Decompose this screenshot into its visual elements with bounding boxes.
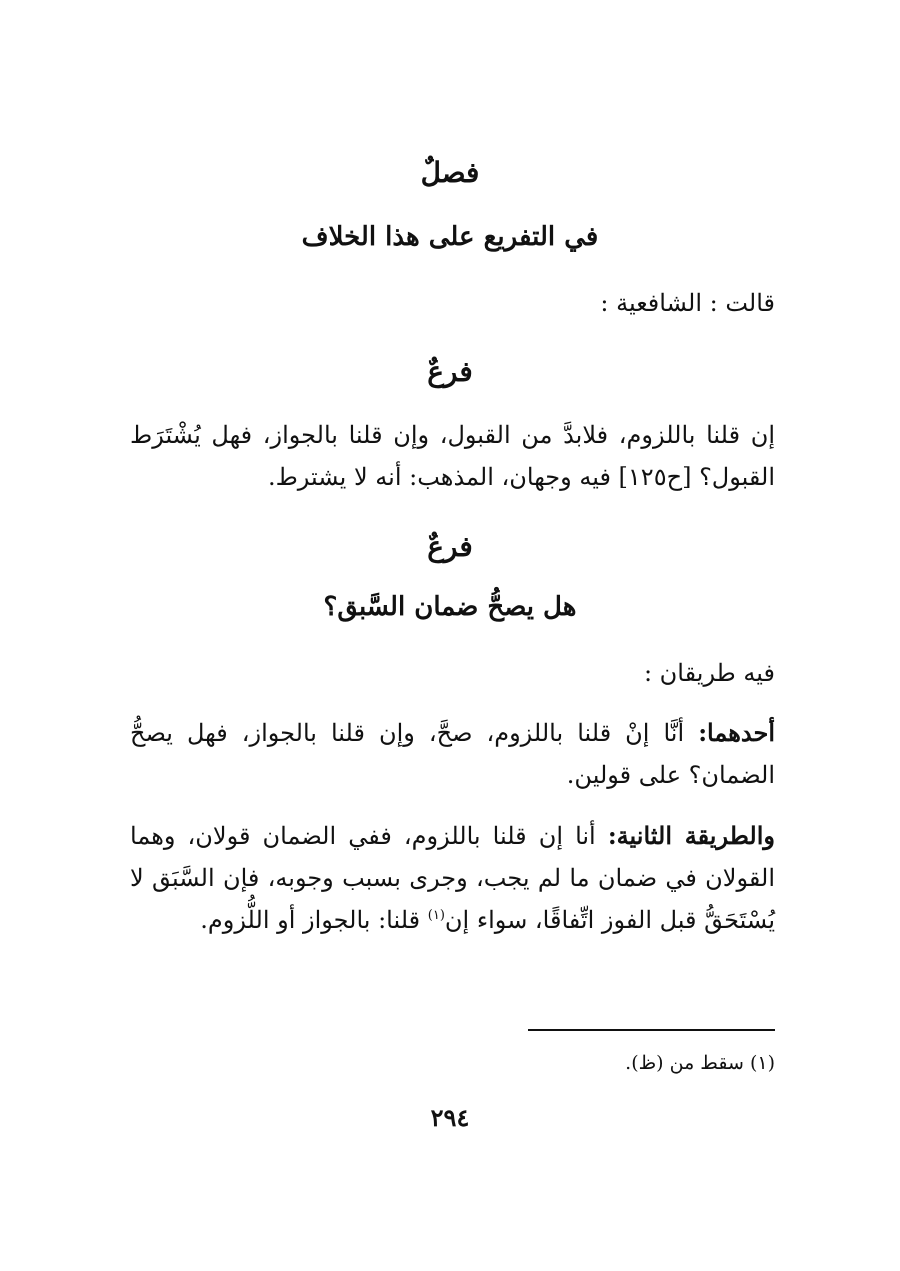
footnote bbox=[130, 1048, 775, 1078]
branch-2-subheading: هل يصحُّ ضمان السَّبق؟ bbox=[323, 592, 577, 622]
page-number: ٢٩٤ bbox=[430, 1103, 470, 1132]
way-1-lead: أحدهما: bbox=[698, 718, 775, 747]
intro-line: قالت : الشافعية : bbox=[600, 289, 775, 317]
section-title: فصلٌ bbox=[420, 156, 480, 189]
branch-1-paragraph: إن قلنا باللزوم، فلابدَّ من القبول، وإن قلنا بالجواز، فهل يُشْتَرَط القبول؟ [ح١٢٥] فيه وجهان، المذهب: أنه لا يشترط. bbox=[130, 421, 775, 491]
footnote-marker: (١) bbox=[749, 1052, 775, 1074]
branch-2-intro: فيه طريقان : bbox=[643, 659, 775, 687]
branch-1-heading: فرعٌ bbox=[427, 355, 473, 388]
way-2-lead: والطريقة الثانية: bbox=[607, 821, 775, 850]
branch-2-heading: فرعٌ bbox=[427, 530, 473, 563]
footnote-reference[interactable]: (١) bbox=[427, 908, 445, 923]
way-2-text-a: أنا إن قلنا باللزوم، ففي الضمان قولان، وهما القولان في ضمان ما لم يجب، وجرى بسبب وجوبه، فإن السَّبَق لا يُسْتَحَقُّ قبل الفوز اتِّفاقًا، سواء إن bbox=[130, 822, 775, 934]
way-2-paragraph bbox=[130, 815, 775, 941]
way-1-text: أنَّا إنْ قلنا باللزوم، صحَّ، وإن قلنا بالجواز، فهل يصحُّ الضمان؟ على قولين. bbox=[130, 719, 775, 789]
footnote-text: سقط من (ظ). bbox=[625, 1052, 744, 1074]
section-subtitle: في التفريع على هذا الخلاف bbox=[301, 222, 599, 252]
way-1-paragraph bbox=[130, 712, 775, 796]
footnote-divider bbox=[528, 1029, 775, 1031]
way-2-text-b: قلنا: بالجواز أو اللُّزوم. bbox=[200, 906, 421, 934]
